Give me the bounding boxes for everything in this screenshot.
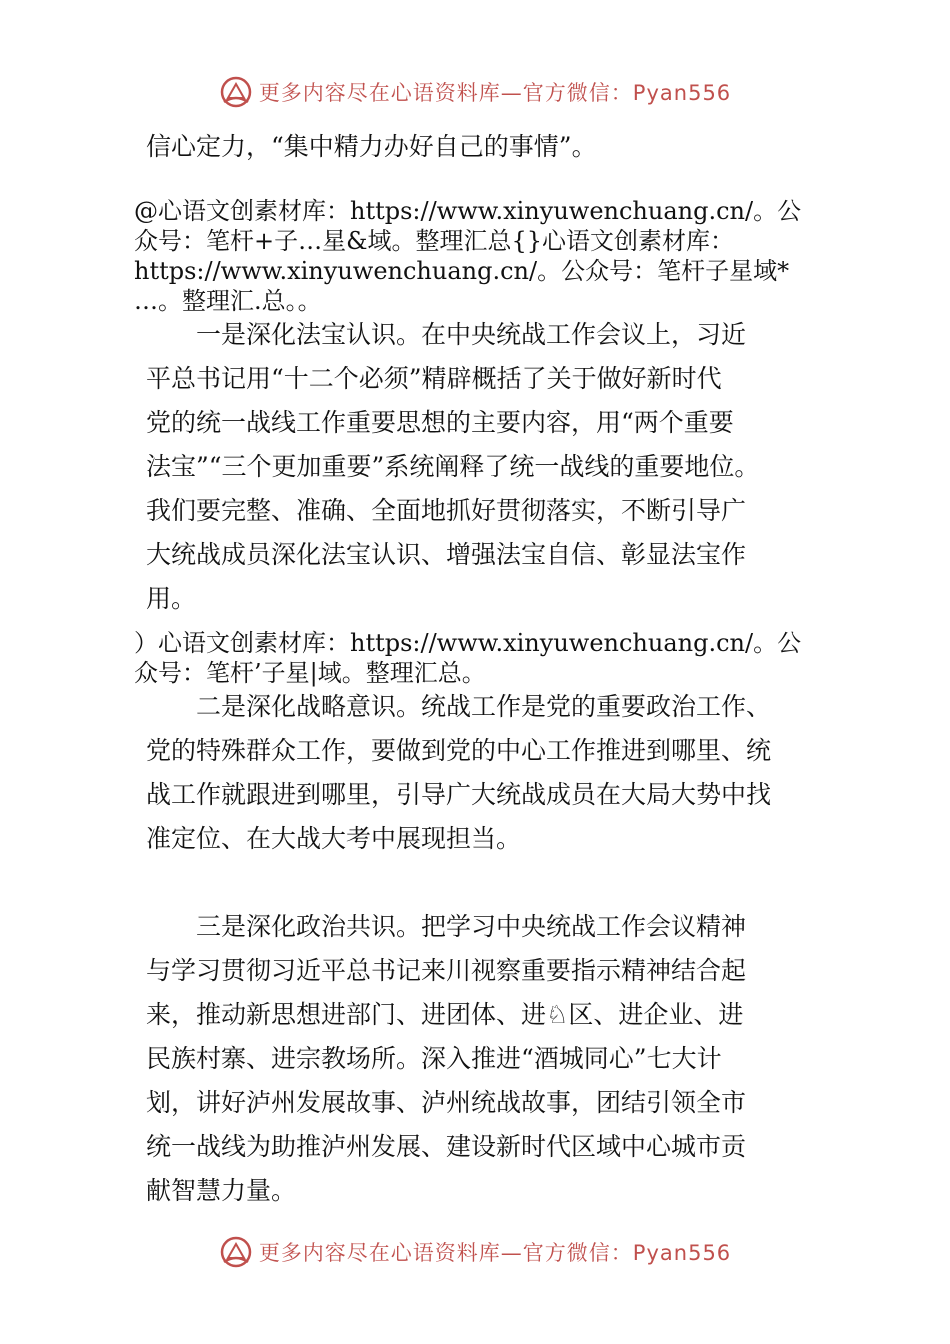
paragraph-line: 一是深化法宝认识。在中央统战工作会议上，习近 bbox=[196, 320, 747, 349]
paragraph-line: 来，推动新思想进部门、进团体、进♘区、进企业、进 bbox=[146, 1000, 744, 1029]
watermark-line: ）心语文创素材库：https://www.xinyuwenchuang.cn/。公 bbox=[134, 629, 802, 657]
header-banner bbox=[0, 72, 950, 112]
paragraph-line: 划，讲好泸州发展故事、泸州统战故事，团结引领全市 bbox=[146, 1088, 747, 1117]
paragraph-line: 统一战线为助推泸州发展、建设新时代区域中心城市贡 bbox=[146, 1132, 747, 1161]
watermark-line: 众号：笔杆+子…星&域。整理汇总{}心语文创素材库： bbox=[134, 227, 735, 255]
paragraph-line: 二是深化战略意识。统战工作是党的重要政治工作、 bbox=[196, 692, 772, 721]
paragraph-line: 战工作就跟进到哪里，引导广大统战成员在大局大势中找 bbox=[146, 780, 772, 809]
watermark-line: 众号：笔杆’子星|域。整理汇总。 bbox=[134, 659, 486, 687]
header-text: 更多内容尽在心语资料库—官方微信：Pyan556 bbox=[258, 81, 732, 105]
watermark-line: https://www.xinyuwenchuang.cn/。公众号：笔杆子星域* bbox=[134, 257, 790, 285]
footer-banner bbox=[0, 1232, 950, 1272]
paragraph-line: 法宝”“三个更加重要”系统阐释了统一战线的重要地位。 bbox=[146, 452, 760, 481]
paragraph-line: 准定位、在大战大考中展现担当。 bbox=[146, 824, 522, 853]
paragraph-line: 三是深化政治共识。把学习中央统战工作会议精神 bbox=[196, 912, 747, 941]
brand-logo-icon bbox=[219, 75, 253, 109]
paragraph-line: 党的特殊群众工作，要做到党的中心工作推进到哪里、统 bbox=[146, 736, 772, 765]
paragraph-line: 党的统一战线工作重要思想的主要内容，用“两个重要 bbox=[146, 408, 734, 437]
paragraph-line: 用。 bbox=[146, 584, 197, 613]
brand-logo-icon bbox=[219, 1235, 253, 1269]
footer-text: 更多内容尽在心语资料库—官方微信：Pyan556 bbox=[258, 1241, 732, 1265]
intro-line: 信心定力，“集中精力办好自己的事情”。 bbox=[146, 132, 597, 161]
paragraph-line: 民族村寨、进宗教场所。深入推进“酒城同心”七大计 bbox=[146, 1044, 722, 1073]
paragraph-line: 献智慧力量。 bbox=[146, 1176, 297, 1205]
paragraph-line: 平总书记用“十二个必须”精辟概括了关于做好新时代 bbox=[146, 364, 722, 393]
watermark-line: @心语文创素材库：https://www.xinyuwenchuang.cn/。公 bbox=[134, 197, 802, 225]
watermark-line: …。整理汇.总。。 bbox=[134, 287, 322, 315]
paragraph-line: 与学习贯彻习近平总书记来川视察重要指示精神结合起 bbox=[146, 956, 747, 985]
paragraph-line: 大统战成员深化法宝认识、增强法宝自信、彰显法宝作 bbox=[146, 540, 747, 569]
paragraph-line: 我们要完整、准确、全面地抓好贯彻落实，不断引导广 bbox=[146, 496, 747, 525]
